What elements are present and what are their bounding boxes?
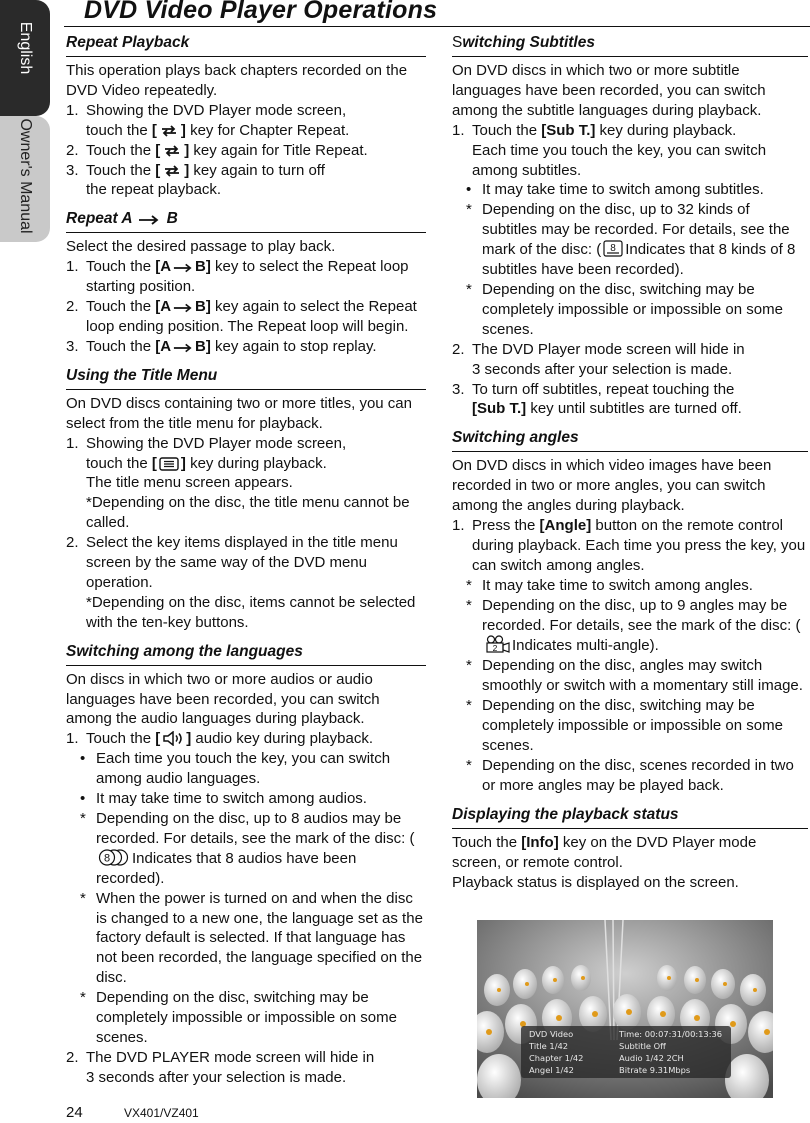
step-text: key again to turn off: [193, 161, 325, 179]
heading-part: Repeat A: [66, 210, 133, 228]
step-text: 3 seconds after your selection is made.: [86, 1068, 347, 1086]
step-number: 2.: [66, 1048, 79, 1066]
disc-mark-number: 8: [610, 243, 616, 255]
languages-step-2: [66, 1048, 426, 1088]
step-text: key again to select the Repeat loop ending position. The Repeat loop will begin.: [86, 298, 417, 335]
step-number: 2.: [452, 340, 465, 358]
languages-note-3: [66, 988, 426, 1048]
disc-mark-number: 2: [492, 643, 498, 654]
note-text: Depending on the disc, angles may switch smoothly or switch with a momentary still image.: [482, 657, 803, 695]
subtitles-bullet-1: [452, 180, 808, 200]
key-bracket: ]: [186, 730, 192, 748]
key-label: [A: [155, 258, 172, 276]
step-text: key to select the Repeat loop starting position.: [86, 258, 409, 296]
key-label: B]: [195, 258, 211, 276]
step-text: Touch the: [86, 258, 152, 276]
languages-step-1: [66, 729, 426, 749]
title-menu-heading: Using the Title Menu: [66, 365, 426, 390]
step-number: 2.: [66, 141, 79, 159]
repeat-playback-step-3: [66, 161, 426, 201]
key-bracket: ]: [180, 454, 186, 472]
angles-note-5: [452, 756, 808, 796]
note-text: Depending on the disc, switching may be completely impossible or impossible on some scenes.: [482, 280, 783, 338]
note-text: Depending on the disc, switching may be completely impossible or impossible on some scenes.: [482, 697, 783, 754]
angles-note-4: [452, 696, 808, 756]
step-text: key during playback.: [190, 454, 327, 472]
status-text: Touch the: [452, 833, 518, 851]
osd-right-line-4: Bitrate 9.31Mbps: [619, 1065, 691, 1075]
angles-note-2: [452, 596, 808, 657]
step-number: 2.: [66, 534, 79, 552]
note-marker: *: [466, 576, 472, 594]
key-label: [Angle]: [539, 517, 592, 535]
step-text: audio key during playback.: [195, 730, 374, 748]
status-text: key on the DVD Player mode screen, or remote control.: [452, 833, 757, 871]
languages-note-1: [66, 809, 426, 889]
arrow-right-icon: [173, 302, 193, 314]
heading-part: S: [452, 34, 463, 51]
osd-right-line-3: Audio 1/42 2CH: [619, 1053, 684, 1063]
note-text: It may take time to switch among angles.: [482, 576, 753, 594]
note-text: Indicates that 8 audios have been recorded).: [96, 849, 357, 887]
step-text: Touch the: [86, 161, 152, 179]
key-bracket: ]: [184, 161, 190, 179]
step-text: key again for Title Repeat.: [193, 141, 368, 159]
note-marker: *: [466, 756, 472, 774]
key-bracket: [: [155, 730, 161, 748]
key-label: [A: [155, 298, 172, 316]
bullet-marker: •: [80, 790, 86, 808]
key-label: B]: [195, 337, 211, 355]
sidebar-label-english: English: [17, 21, 34, 75]
repeat-icon: [162, 164, 182, 178]
step-text: Touch the: [86, 337, 152, 355]
step-number: 2.: [66, 298, 79, 316]
step-text: Touch the: [472, 121, 538, 139]
key-label: [Info]: [521, 833, 559, 851]
disc-mark-number: 8: [103, 852, 111, 865]
note-text: Indicates multi-angle).: [512, 637, 659, 655]
step-text: the repeat playback.: [86, 181, 222, 199]
step-text: Press the: [472, 517, 536, 535]
arrow-right-icon: [138, 214, 160, 226]
repeat-playback-intro: This operation plays back chapters recorded on the DVD Video repeatedly.: [66, 62, 408, 99]
repeat-playback-heading: Repeat Playback: [66, 32, 426, 57]
note-text: When the power is turned on and when the disc is changed to a new one, the language set as the factory default is selected. If that language has not been recorded, the language specified on the disc.: [96, 889, 423, 987]
repeat-ab-step-2: [66, 297, 426, 337]
step-text: touch the: [86, 454, 148, 472]
sidebar-label-manual: Owner's Manual: [17, 118, 34, 234]
languages-intro: On discs in which two or more audios or audio languages have been recorded, you can switch among the audio languages during playback.: [66, 670, 380, 728]
step-number: 3.: [452, 380, 465, 398]
heading-part: B: [166, 210, 178, 228]
note-marker: *: [80, 889, 86, 907]
step-text: Touch the: [86, 298, 152, 316]
repeat-playback-step-1: [66, 101, 426, 141]
key-label: [A: [155, 337, 172, 355]
key-label: [Sub T.]: [472, 400, 527, 418]
audio-disc-mark-icon: [98, 849, 130, 866]
subtitles-step-3: [452, 380, 808, 420]
repeat-ab-heading: [66, 208, 426, 233]
step-text: key for Chapter Repeat.: [190, 121, 350, 139]
osd-left-line-4: Angel 1/42: [529, 1065, 574, 1075]
languages-bullet-1: [66, 749, 426, 789]
note-marker: *: [466, 697, 472, 715]
note-text: Depending on the disc, up to 32 kinds of subtitles may be recorded. For details, see the mark of the disc: (: [482, 201, 790, 259]
camera-angle-mark-icon: [484, 635, 510, 653]
arrow-right-icon: [173, 342, 193, 354]
languages-heading: Switching among the languages: [66, 641, 426, 666]
playback-status-line-2: Playback status is displayed on the screen.: [452, 873, 739, 891]
bullet-text: It may take time to switch among subtitles.: [482, 181, 764, 199]
step-note: *Depending on the disc, the title menu cannot be called.: [86, 494, 410, 532]
step-number: 1.: [66, 434, 79, 452]
step-number: 1.: [66, 101, 79, 119]
step-note: *Depending on the disc, items cannot be selected with the ten-key buttons.: [86, 593, 416, 631]
step-text: key again to stop replay.: [215, 337, 377, 355]
osd-right-line-1: Time: 00:07:31/00:13:36: [619, 1029, 723, 1039]
playback-status-heading: Displaying the playback status: [452, 804, 808, 829]
step-text: touch the: [86, 121, 148, 139]
page-number: 24: [66, 1104, 83, 1121]
note-text: Indicates that 8 kinds of 8 subtitles have been recorded).: [482, 241, 796, 279]
bullet-marker: •: [466, 181, 472, 199]
subtitles-note-1: [452, 200, 808, 280]
osd-right-line-2: Subtitle Off: [619, 1041, 666, 1051]
model-number: VX401/VZ401: [124, 1106, 199, 1120]
note-marker: *: [466, 657, 472, 675]
step-number: 1.: [66, 258, 79, 276]
bullet-marker: •: [80, 750, 86, 768]
step-text: The title menu screen appears.: [86, 474, 293, 492]
title-menu-intro: On DVD discs containing two or more titles, you can select from the title menu for playback.: [66, 394, 412, 432]
step-text: Touch the: [86, 730, 152, 748]
languages-note-2: [66, 889, 426, 989]
note-text: Depending on the disc, up to 9 angles may be recorded. For details, see the mark of the disc: (: [482, 596, 801, 634]
repeat-playback-step-2: [66, 141, 426, 161]
step-text: 3 seconds after your selection is made.: [472, 360, 733, 378]
subtitles-intro: On DVD discs in which two or more subtitle languages have been recorded, you can switch among the subtitle languages during playback.: [452, 62, 766, 119]
angles-step-1: [452, 516, 808, 576]
step-text: button on the remote control during playback. Each time you press the key, you can switch among angles.: [472, 517, 806, 574]
playback-status-screenshot: [477, 920, 773, 1098]
step-number: 1.: [452, 517, 465, 535]
title-rule: [64, 26, 810, 27]
languages-bullet-2: [66, 789, 426, 809]
angles-note-3: [452, 656, 808, 696]
menu-list-icon: [159, 457, 179, 471]
repeat-ab-intro: Select the desired passage to play back.: [66, 238, 336, 256]
playback-status-line-1: [452, 833, 808, 873]
step-text: Select the key items displayed in the title menu screen by the same way of the DVD menu operation.: [86, 534, 398, 591]
key-label: B]: [195, 298, 211, 316]
speaker-icon: [162, 731, 184, 746]
note-marker: *: [80, 810, 86, 827]
step-number: 1.: [66, 730, 79, 748]
step-number: 3.: [66, 161, 79, 179]
osd-left-line-3: Chapter 1/42: [529, 1053, 584, 1063]
step-text: Touch the: [86, 141, 152, 159]
osd-status-panel: [521, 1026, 731, 1078]
key-label: [Sub T.]: [541, 121, 596, 139]
subtitle-disc-mark-icon: [603, 240, 623, 257]
note-marker: *: [80, 989, 86, 1007]
key-bracket: [: [151, 121, 157, 139]
step-text: Showing the DVD Player mode screen,: [86, 101, 347, 119]
note-text: Depending on the disc, switching may be completely impossible or impossible on some scenes.: [96, 989, 397, 1046]
note-marker: *: [466, 280, 472, 298]
key-bracket: ]: [184, 141, 190, 159]
note-marker: *: [466, 596, 472, 614]
repeat-ab-step-1: [66, 257, 426, 297]
step-text: The DVD Player mode screen will hide in: [472, 340, 745, 358]
angles-heading: Switching angles: [452, 427, 808, 452]
subtitles-note-2: [452, 280, 808, 340]
step-text: Each time you touch the key, you can switch among subtitles.: [472, 141, 767, 179]
step-text: key during playback.: [599, 121, 737, 139]
step-number: 1.: [452, 121, 465, 139]
note-text: Depending on the disc, up to 8 audios may be recorded. For details, see the mark of the disc: (: [96, 810, 415, 847]
bullet-text: Each time you touch the key, you can switch among audio languages.: [96, 750, 391, 788]
step-text: To turn off subtitles, repeat touching the: [472, 380, 735, 398]
title-menu-step-2: [66, 533, 426, 633]
subtitles-heading: [452, 32, 808, 57]
angles-note-1: [452, 576, 808, 596]
osd-left-line-2: Title 1/42: [529, 1041, 569, 1051]
step-text: Showing the DVD Player mode screen,: [86, 434, 347, 452]
bullet-text: It may take time to switch among audios.: [96, 790, 367, 808]
key-bracket: [: [155, 161, 161, 179]
angles-intro: On DVD discs in which video images have been recorded in two or more angles, you can switch among the angles during playback.: [452, 457, 772, 515]
repeat-ab-step-3: [66, 337, 426, 357]
subtitles-step-2: [452, 340, 808, 380]
note-text: Depending on the disc, scenes recorded in two or more angles may be played back.: [482, 756, 794, 794]
subtitles-step-1: [452, 121, 808, 181]
page-title: DVD Video Player Operations: [84, 0, 438, 24]
key-bracket: ]: [180, 121, 186, 139]
note-marker: *: [466, 201, 472, 219]
arrow-right-icon: [173, 262, 193, 274]
step-text: The DVD PLAYER mode screen will hide in: [86, 1048, 375, 1066]
title-menu-step-1: [66, 434, 426, 534]
left-column: [66, 32, 426, 1088]
heading-part: witching Subtitles: [462, 34, 595, 51]
right-column: [452, 32, 808, 892]
repeat-icon: [162, 144, 182, 158]
key-bracket: [: [155, 141, 161, 159]
step-number: 3.: [66, 337, 79, 355]
repeat-icon: [159, 124, 179, 138]
step-text: key until subtitles are turned off.: [530, 400, 742, 418]
key-bracket: [: [151, 454, 157, 472]
osd-left-line-1: DVD Video: [529, 1029, 574, 1039]
